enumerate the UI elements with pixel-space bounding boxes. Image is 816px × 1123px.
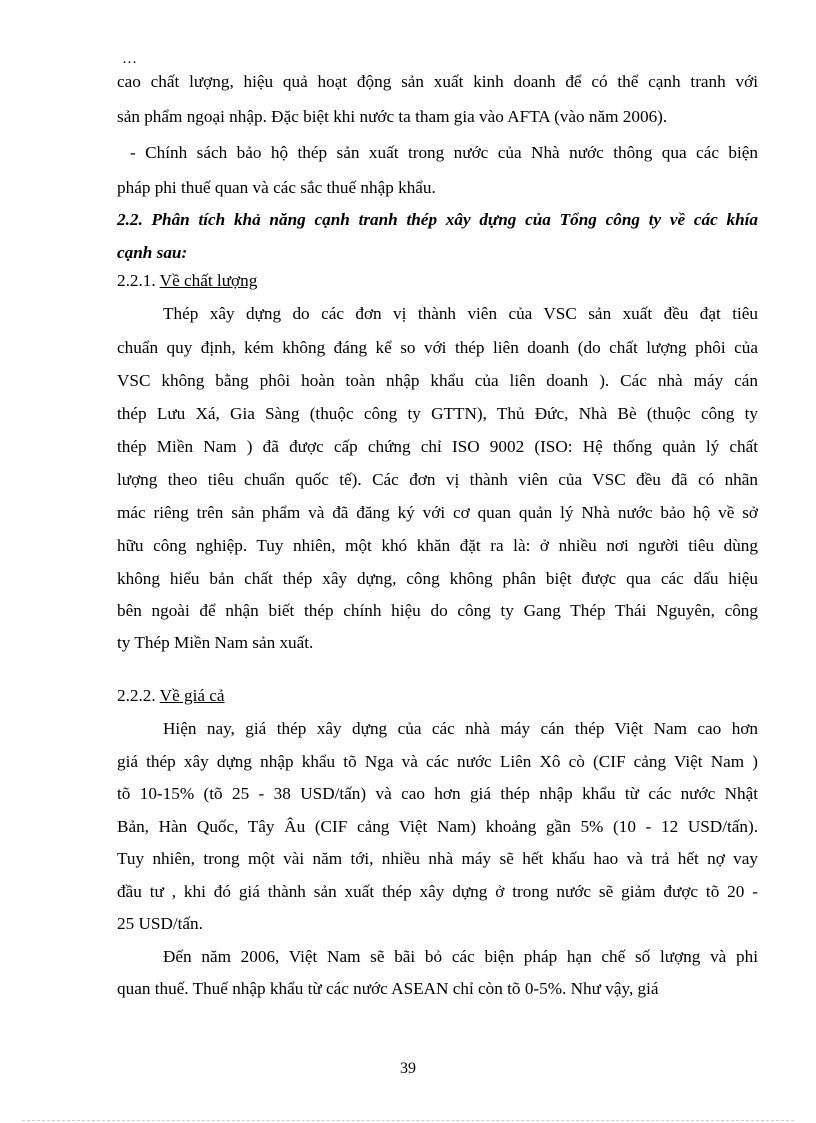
paragraph-line: chuẩn quy định, kém không đáng kể so với thép liên doanh (do chất lượng phôi của xyxy=(117,338,758,357)
page-number: 39 xyxy=(400,1060,416,1077)
paragraph-line: không hiểu bản chất thép xây dựng, công không phân biệt được qua các dấu hiệu xyxy=(117,569,758,588)
subsection-number: 2.2.1. xyxy=(117,271,160,290)
paragraph-line: thép Miền Nam ) đã được cấp chứng chỉ ISO 9002 (ISO: Hệ thống quản lý chất xyxy=(117,437,758,456)
paragraph-line: thép Lưu Xá, Gia Sàng (thuộc công ty GTTN), Thủ Đức, Nhà Bè (thuộc công ty xyxy=(117,404,758,423)
paragraph-line: ty Thép Miền Nam sản xuất. xyxy=(117,633,314,652)
paragraph-line: 25 USD/tấn. xyxy=(117,914,203,933)
paragraph-line: đầu tư , khi đó giá thành sản xuất thép xây dựng ở trong nước sẽ giảm được tõ 20 - xyxy=(117,882,758,901)
paragraph-line: Thép xây dựng do các đơn vị thành viên của VSC sản xuất đều đạt tiêu xyxy=(163,304,758,323)
section-heading: 2.2. Phân tích khả năng cạnh tranh thép xây dựng của Tổng công ty về các khía xyxy=(117,210,758,229)
subsection-number: 2.2.2. xyxy=(117,686,160,705)
section-heading-cont: cạnh sau: xyxy=(117,243,188,262)
subsection-title: Về chất lượng xyxy=(159,271,258,290)
paragraph-line: cao chất lượng, hiệu quả hoạt động sản xuất kinh doanh để có thể cạnh tranh với xyxy=(117,72,758,91)
paragraph-line: pháp phi thuế quan và các sắc thuế nhập khẩu. xyxy=(117,178,436,197)
subsection-heading-quality xyxy=(117,270,758,292)
paragraph-line: sản phẩm ngoại nhập. Đặc biệt khi nước ta tham gia vào AFTA (vào năm 2006). xyxy=(117,107,668,126)
subsection-heading-price xyxy=(117,685,758,707)
paragraph-line: quan thuế. Thuế nhập khẩu từ các nước ASEAN chỉ còn tõ 0-5%. Như vậy, giá xyxy=(117,979,659,998)
subsection-title: Về giá cả xyxy=(159,686,225,705)
paragraph-line: Tuy nhiên, trong một vài năm tới, nhiều nhà máy sẽ hết khấu hao và trả hết nợ vay xyxy=(117,849,758,868)
ellipsis: … xyxy=(122,51,137,67)
paragraph-line: Hiện nay, giá thép xây dựng của các nhà máy cán thép Việt Nam cao hơn xyxy=(163,719,758,738)
paragraph-line: hữu công nghiệp. Tuy nhiên, một khó khăn đặt ra là: ở nhiều nơi người tiêu dùng xyxy=(117,536,758,555)
paragraph-line: VSC không bằng phôi hoàn toàn nhập khẩu của liên doanh ). Các nhà máy cán xyxy=(117,371,758,390)
paragraph-line: tõ 10-15% (tõ 25 - 38 USD/tấn) và cao hơn giá thép nhập khẩu từ các nước Nhật xyxy=(117,784,758,803)
paragraph-line: bên ngoài để nhận biết thép chính hiệu do công ty Gang Thép Thái Nguyên, công xyxy=(117,601,758,620)
paragraph-line: - Chính sách bảo hộ thép sản xuất trong nước của Nhà nước thông qua các biện xyxy=(130,143,758,162)
paragraph-line: mác riêng trên sản phẩm và đã đăng ký với cơ quan quản lý Nhà nước bảo hộ về sở xyxy=(117,503,758,522)
paragraph-line: Đến năm 2006, Việt Nam sẽ bãi bỏ các biện pháp hạn chế số lượng và phi xyxy=(163,947,758,966)
paragraph-line: lượng theo tiêu chuẩn quốc tế). Các đơn vị thành viên của VSC đều đã có nhãn xyxy=(117,470,758,489)
paragraph-line: Bản, Hàn Quốc, Tây Âu (CIF cảng Việt Nam) khoảng gần 5% (10 - 12 USD/tấn). xyxy=(117,817,758,836)
page-bottom-divider xyxy=(22,1120,794,1121)
paragraph-line: giá thép xây dựng nhập khẩu tõ Nga và các nước Liên Xô cò (CIF cảng Việt Nam ) xyxy=(117,752,758,771)
